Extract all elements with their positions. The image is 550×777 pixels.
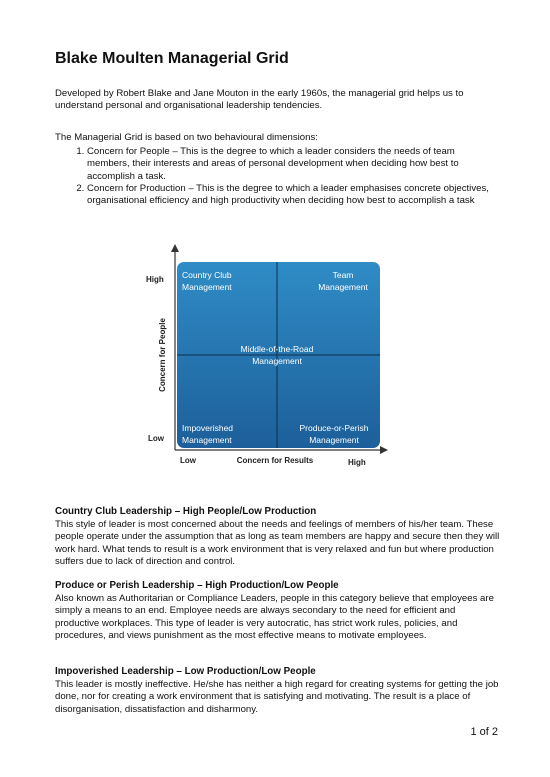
quadrant-bottom-right-line2: Management bbox=[309, 435, 359, 445]
quadrant-bottom-left-line2: Management bbox=[182, 435, 232, 445]
list-item: 2. Concern for Production – This is the degree to which a leader emphasises concrete objectives, organisational efficiency and high productivity when deciding how best to accomplish a task bbox=[87, 183, 500, 208]
quadrant-top-left-line2: Management bbox=[182, 282, 232, 292]
page-number: 1 of 2 bbox=[470, 726, 498, 738]
section-body-impoverished: This leader is mostly ineffective. He/she has neither a high regard for creating systems for getting the job done, nor for creating a work environment that is satisfying and motivating. The result is a place of disorganisation, dissatisfaction and disharmony. bbox=[55, 679, 499, 715]
section-heading-impoverished: Impoverished Leadership – Low Production/Low People bbox=[55, 666, 316, 677]
section-body-produce-or-perish: Also known as Authoritarian or Compliance Leaders, people in this category believe that employees are simply a means to an end. Employee needs are always secondary to the need for efficient and productive workplaces. This type of leader is very autocratic, has strict work rules, policies, and procedures, and views punishment as the most effective means to motivate employees. bbox=[55, 593, 494, 641]
center-label-line2: Management bbox=[252, 356, 302, 366]
quadrant-top-right-line1: Team bbox=[332, 270, 354, 280]
quadrant-bottom-left-line1: Impoverished bbox=[182, 423, 234, 433]
y-axis-arrow bbox=[171, 244, 179, 252]
dimensions-lead: The Managerial Grid is based on two behavioural dimensions: bbox=[55, 132, 318, 143]
quadrant-top-right-line2: Management bbox=[318, 282, 368, 292]
quadrant-top-left-line1: Country Club bbox=[182, 270, 232, 280]
managerial-grid-figure bbox=[140, 240, 390, 475]
x-axis-low-label: Low bbox=[180, 456, 196, 465]
y-axis-title: Concern for People bbox=[158, 318, 167, 392]
y-axis-high-label: High bbox=[146, 275, 164, 284]
section-heading-produce-or-perish: Produce or Perish Leadership – High Production/Low People bbox=[55, 580, 339, 591]
x-axis-title: Concern for Results bbox=[236, 456, 314, 465]
x-axis-high-label: High bbox=[348, 458, 366, 467]
quadrant-bottom-right-line1: Produce-or-Perish bbox=[299, 423, 369, 433]
managerial-grid-svg bbox=[140, 240, 390, 470]
section-heading-country-club: Country Club Leadership – High People/Low Production bbox=[55, 506, 317, 517]
center-label-line1: Middle-of-the-Road bbox=[240, 344, 314, 354]
y-axis-low-label: Low bbox=[148, 434, 164, 443]
list-item: 1. Concern for People – This is the degree to which a leader considers the needs of team members, their interests and areas of personal development when deciding how best to accomplish a task. bbox=[87, 146, 500, 183]
x-axis-arrow bbox=[380, 446, 388, 454]
intro-paragraph: Developed by Robert Blake and Jane Mouton in the early 1960s, the managerial grid helps us to understand personal and organisational leadership tendencies. bbox=[55, 88, 464, 112]
section-body-country-club: This style of leader is most concerned about the needs and feelings of members of his/her team. These people operate under the assumption that as long as team members are happy and secure then they will work hard. What tends to result is a work environment that is very relaxed and fun but where production suffers due to lack of direction and control. bbox=[55, 519, 500, 567]
dimensions-list bbox=[55, 146, 500, 207]
page-title: Blake Moulten Managerial Grid bbox=[55, 50, 289, 67]
